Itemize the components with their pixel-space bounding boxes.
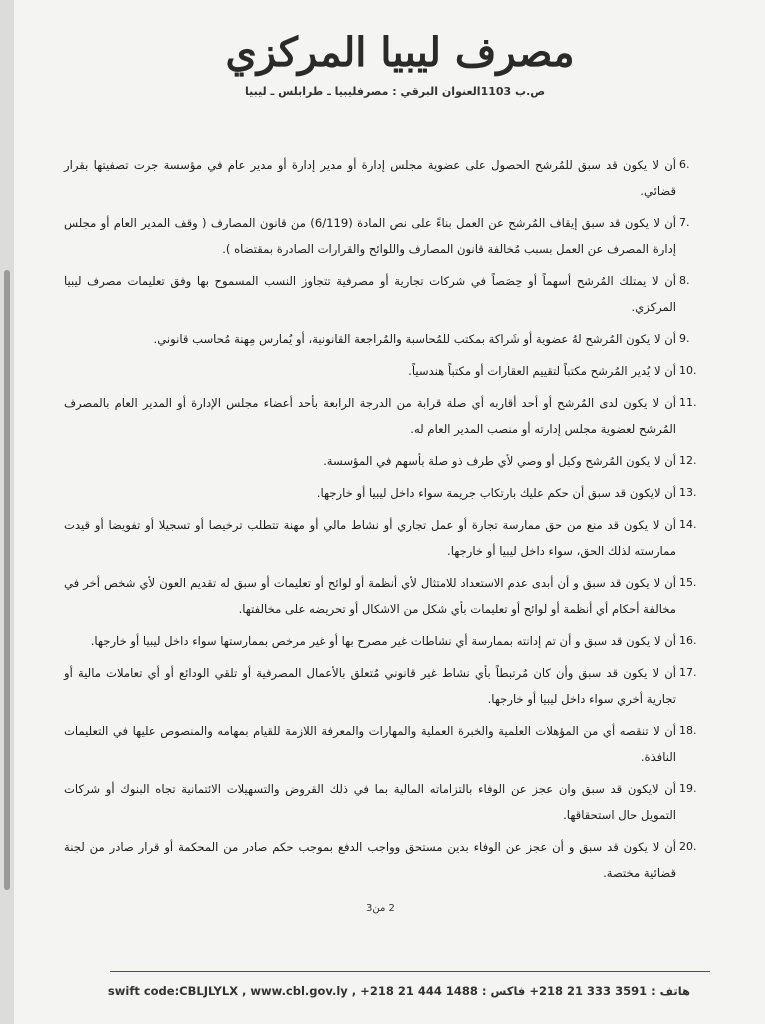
list-item xyxy=(64,512,697,564)
scrollbar-thumb[interactable] xyxy=(4,270,10,890)
footer-divider xyxy=(110,971,710,972)
item-number: 14. xyxy=(679,518,697,531)
item-text: أن لايكون قد سبق وان عجز عن الوفاء بالتزاماته المالية بما في ذلك القروض والتسهيلات الائتمانية تجاه البنوك أو شركات التمويل حال استحقاقها. xyxy=(64,782,676,822)
postal-address: ص.ب 1103العنوان البرقي : مصرفليبيا ـ طرابلس ـ ليبيا xyxy=(244,85,546,98)
item-number: 17. xyxy=(679,666,697,679)
bank-logo xyxy=(225,22,575,80)
item-text: أن لا يكون لدى المُرشح أو أحد أقاربه أي صلة قرابة من الدرجة الرابعة بأحد أعضاء مجلس الإدارة أو المدير العام بالمصرف المُرشح لعضوية مجلس إدارته أو منصب المدير العام له. xyxy=(64,396,676,436)
list-item xyxy=(64,326,690,352)
item-text: أن لا يمتلك المُرشح أسهماً أو حِصَصاً في شركات تجارية أو مصرفية تتجاوز النسب المسموح بها وفق تعليمات مصرف ليبيا المركزي. xyxy=(64,274,676,314)
item-number: 16. xyxy=(679,634,697,647)
item-number: 13. xyxy=(679,486,697,499)
footer-contact: هاتف : 3591 333 21 218+ فاكس : 1488 444 21 218+ , swift code:CBLJLYLX , www.cbl.gov.ly xyxy=(107,984,690,998)
item-number: 15. xyxy=(679,576,697,589)
list-item xyxy=(64,268,690,320)
item-text: أن لا يكون قد سبق و أن تم إدانته بممارسة أي نشاطات غير مصرح بها أو غير مرخص بممارستها سواء داخل ليبيا أو خارجها. xyxy=(90,634,676,648)
list-item xyxy=(64,718,697,770)
item-number: 11. xyxy=(679,396,697,409)
item-text: أن لايكون قد سبق أن حكم عليك بارتكاب جريمة سواء داخل ليبيا أو خارجها. xyxy=(316,486,676,500)
item-text: أن لا يكون المُرشح وكيل أو وصي لأي طرف ذو صلة بأسهم في المؤسسة. xyxy=(323,454,676,468)
scrollbar-track[interactable] xyxy=(0,0,14,1024)
conditions-list xyxy=(64,152,697,892)
item-number: 10. xyxy=(679,364,697,377)
item-number: 12. xyxy=(679,454,697,467)
list-item xyxy=(64,390,697,442)
item-text: أن لا يكون المُرشح لهُ عضوية أو شَراكة بمكتب للمُحاسبة والمُراجعة القانونية، أو يُمارس مِهنة مُحاسب قانوني. xyxy=(153,332,676,346)
item-number: 19. xyxy=(679,782,697,795)
item-text: أن لا يكون قد سبق وأن كان مُرتبطاً بأي نشاط غير قانوني مُتعلق بالأعمال المصرفية أو تلقي الودائع أو أي تعاملات مالية أو تجارية أخري سواء داخل ليبيا أو خارجها. xyxy=(64,666,676,706)
list-item xyxy=(64,834,697,886)
item-text: أن لا تنقصه أي من المؤهلات العلمية والخبرة العملية والمهارات والمعرفة اللازمة للقيام بمهامه والمنصوص عليها في التعليمات النافذة. xyxy=(64,724,676,764)
item-text: أن لا يكون قد منع من حق ممارسة تجارة أو عمل تجاري أو نشاط مالي أو مهنة تتطلب ترخيصا أو تسجيلا أو تفويضا أو قيدت ممارسته لذلك الحق، سواء داخل ليبيا أو خارجها. xyxy=(64,518,676,558)
list-item xyxy=(64,210,690,262)
item-text: أن لا يُدير المُرشح مكتباً لتقييم العقارات أو مكتباً هندسياً. xyxy=(408,364,676,378)
list-item xyxy=(64,628,697,654)
item-number: 6. xyxy=(679,158,690,171)
item-number: 8. xyxy=(679,274,690,287)
list-item xyxy=(64,776,697,828)
item-text: أن لا يكون قد سبق و أن أبدى عدم الاستعداد للامتثال لأي أنظمة أو لوائح أو تعليمات أو سبق له تقديم العون لأي شخص أخر في مخالفة أحكام أي أنظمة أو لوائح أو تعليمات بأي شكل من الاشكال أو تحريضه على مخالفتها. xyxy=(64,576,676,616)
item-number: 7. xyxy=(679,216,690,229)
list-item xyxy=(64,660,697,712)
bank-name: مصرف ليبيا المركزي xyxy=(225,29,575,76)
list-item xyxy=(64,448,697,474)
item-number: 9. xyxy=(679,332,690,345)
list-item xyxy=(64,570,697,622)
list-item xyxy=(64,152,690,204)
list-item xyxy=(64,480,697,506)
list-item xyxy=(64,358,697,384)
item-text: أن لا يكون قد سبق و أن عجز عن الوفاء بدين مستحق وواجب الدفع بموجب حكم صادر من المحكمة أو قرار صادر من لجنة قضائية مختصة. xyxy=(64,840,676,880)
item-text: أن لا يكون قد سبق للمُرشح الحصول على عضوية مجلس إدارة أو مدير إدارة أو مدير عام في مؤسسة جرت تصفيتها بقرار قضائي. xyxy=(64,158,676,198)
page-number: 2 من3 xyxy=(366,903,395,914)
letterhead xyxy=(225,18,575,113)
item-text: أن لا يكون قد سبق إيقاف المُرشح عن العمل بناءً على نص المادة (6/119) من قانون المصارف ( وقف المدير العام أو مجلس إدارة المصرف عن العمل بسبب مُخالفة قانون المصارف واللوائح والقرارات الصادرة بمقتضاه ). xyxy=(64,216,676,256)
item-number: 18. xyxy=(679,724,697,737)
item-number: 20. xyxy=(679,840,697,853)
